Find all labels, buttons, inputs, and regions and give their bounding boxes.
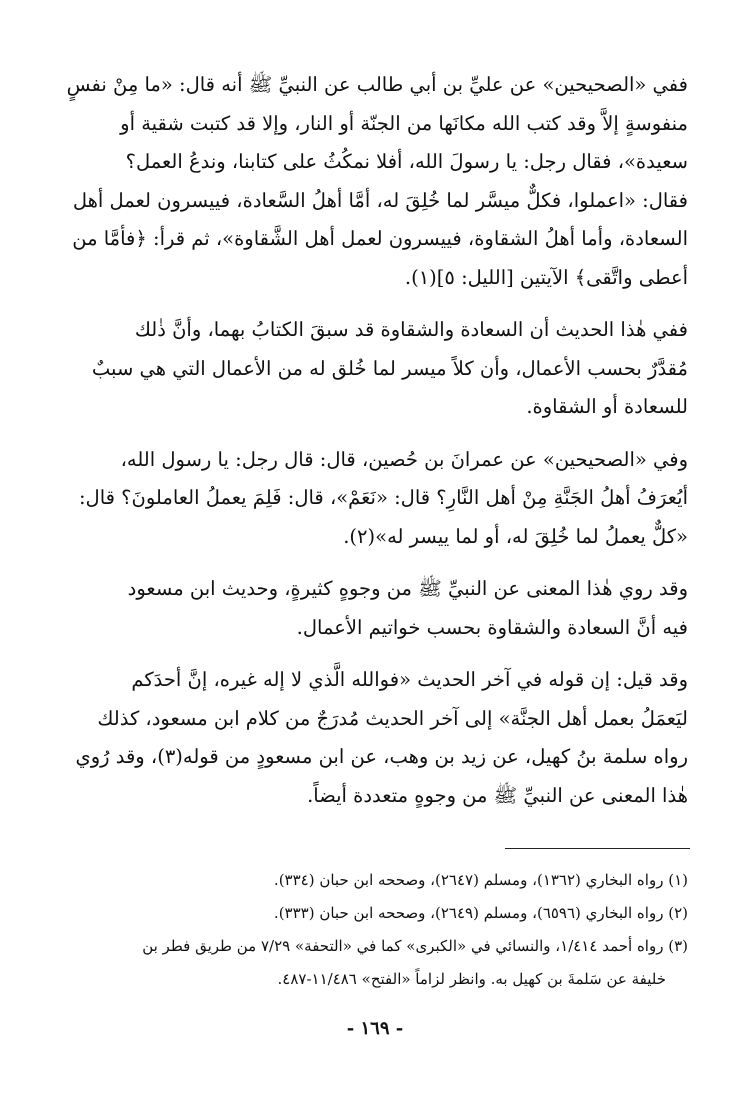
- text-line: وقد قيل: إن قوله في آخر الحديث «فوالله الَّذي لا إله غيره، إنَّ أحدَكم: [131, 668, 688, 691]
- paragraph-2: [58, 311, 688, 427]
- main-text: [58, 66, 688, 829]
- footnote-1: (١) رواه البخاري (١٣٦٢)، ومسلم (٢٦٤٧)، وصححه ابن حبان (٣٣٤).: [273, 871, 688, 889]
- text-line: ففي «الصحيحين» عن عليِّ بن أبي طالب عن النبيِّ ﷺ أنه قال: «ما مِنْ نفسٍ: [66, 73, 688, 96]
- footnote-separator: [505, 848, 690, 849]
- text-line: السعادة، وأما أهلُ الشقاوة، فييسرون لعمل أهل الشَّقاوة»، ثم قرأ: ﴿فأمَّا من: [72, 227, 688, 250]
- text-line: مُقدَّرٌ بحسب الأعمال، وأن كلاً ميسر لما خُلق له من الأعمال التي هي سببٌ: [91, 356, 688, 380]
- text-line: أيُعرَفُ أهلُ الجَنَّةِ مِنْ أهل النَّارِ؟ قال: «نَعَمْ»، قال: فَلِمَ يعملُ العاملونَ؟ قال:: [78, 486, 688, 509]
- footnote-2: (٢) رواه البخاري (٦٥٩٦)، ومسلم (٢٦٤٩)، وصححه ابن حبان (٣٣٣).: [273, 904, 688, 922]
- footnote-3: (٣) رواه أحمد ١/٤١٤، والنسائي في «الكبرى» كما في «التحفة» ٧/٢٩ من طريق فطر بن: [142, 937, 688, 955]
- text-line: وقد روي هٰذا المعنى عن النبيِّ ﷺ من وجوهٍ كثيرةٍ، وحديث ابن مسعود: [127, 577, 688, 600]
- text-line: ليَعمَلُ بعمل أهل الجنَّة» إلى آخر الحديث مُدرَجٌ من كلام ابن مسعود، كذلك: [97, 706, 688, 730]
- page-number: - ١٦٩ -: [346, 1018, 404, 1039]
- text-line: رواه سلمة بنُ كهيل، عن زيد بن وهب، عن ابن مسعودٍ من قوله(٣)، وقد رُوي: [75, 745, 688, 768]
- paragraph-4: [58, 570, 688, 647]
- text-line: فيه أنَّ السعادة والشقاوة بحسب خواتيم الأعمال.: [296, 615, 688, 639]
- text-line: أعطى واتَّقى﴾ الآيتين [الليل: ٥](١).: [404, 265, 688, 289]
- footnote-3-continuation: خليفة عن سَلمةَ بن كهيل به. وانظر لزاماً «الفتح» ١١/٤٨٦-٤٨٧.: [277, 970, 666, 988]
- text-line: «كلٌّ يعملُ لما خُلِقَ له، أو لما ييسر له»(٢).: [343, 524, 688, 548]
- footnotes: [48, 864, 688, 996]
- text-line: سعيدة»، فقال رجل: يا رسولَ الله، أفلا نمكُثُ على كتابنا، وندعُ العمل؟: [125, 150, 688, 173]
- text-line: منفوسةٍ إلاَّ وقد كتب الله مكانَها من الجنّة أو النار، وإلا قد كتبت شقية أو: [120, 111, 688, 135]
- paragraph-5: [58, 661, 688, 815]
- text-line: فقال: «اعملوا، فكلٌّ ميسَّر لما خُلِقَ له، أمَّا أهلُ السَّعادة، فييسرون لعمل أهل: [72, 188, 688, 212]
- text-line: هٰذا المعنى عن النبيِّ ﷺ من وجوهٍ متعددة أيضاً.: [307, 783, 688, 807]
- text-line: للسعادة أو الشقاوة.: [526, 395, 688, 418]
- paragraph-3: [58, 441, 688, 557]
- text-line: ففي هٰذا الحديث أن السعادة والشقاوة قد سبقَ الكتابُ بهما، وأنَّ ذٰلك: [134, 318, 688, 341]
- text-line: وفي «الصحيحين» عن عمرانَ بن حُصين، قال: قال رجل: يا رسول الله،: [120, 447, 688, 471]
- paragraph-1: [58, 66, 688, 297]
